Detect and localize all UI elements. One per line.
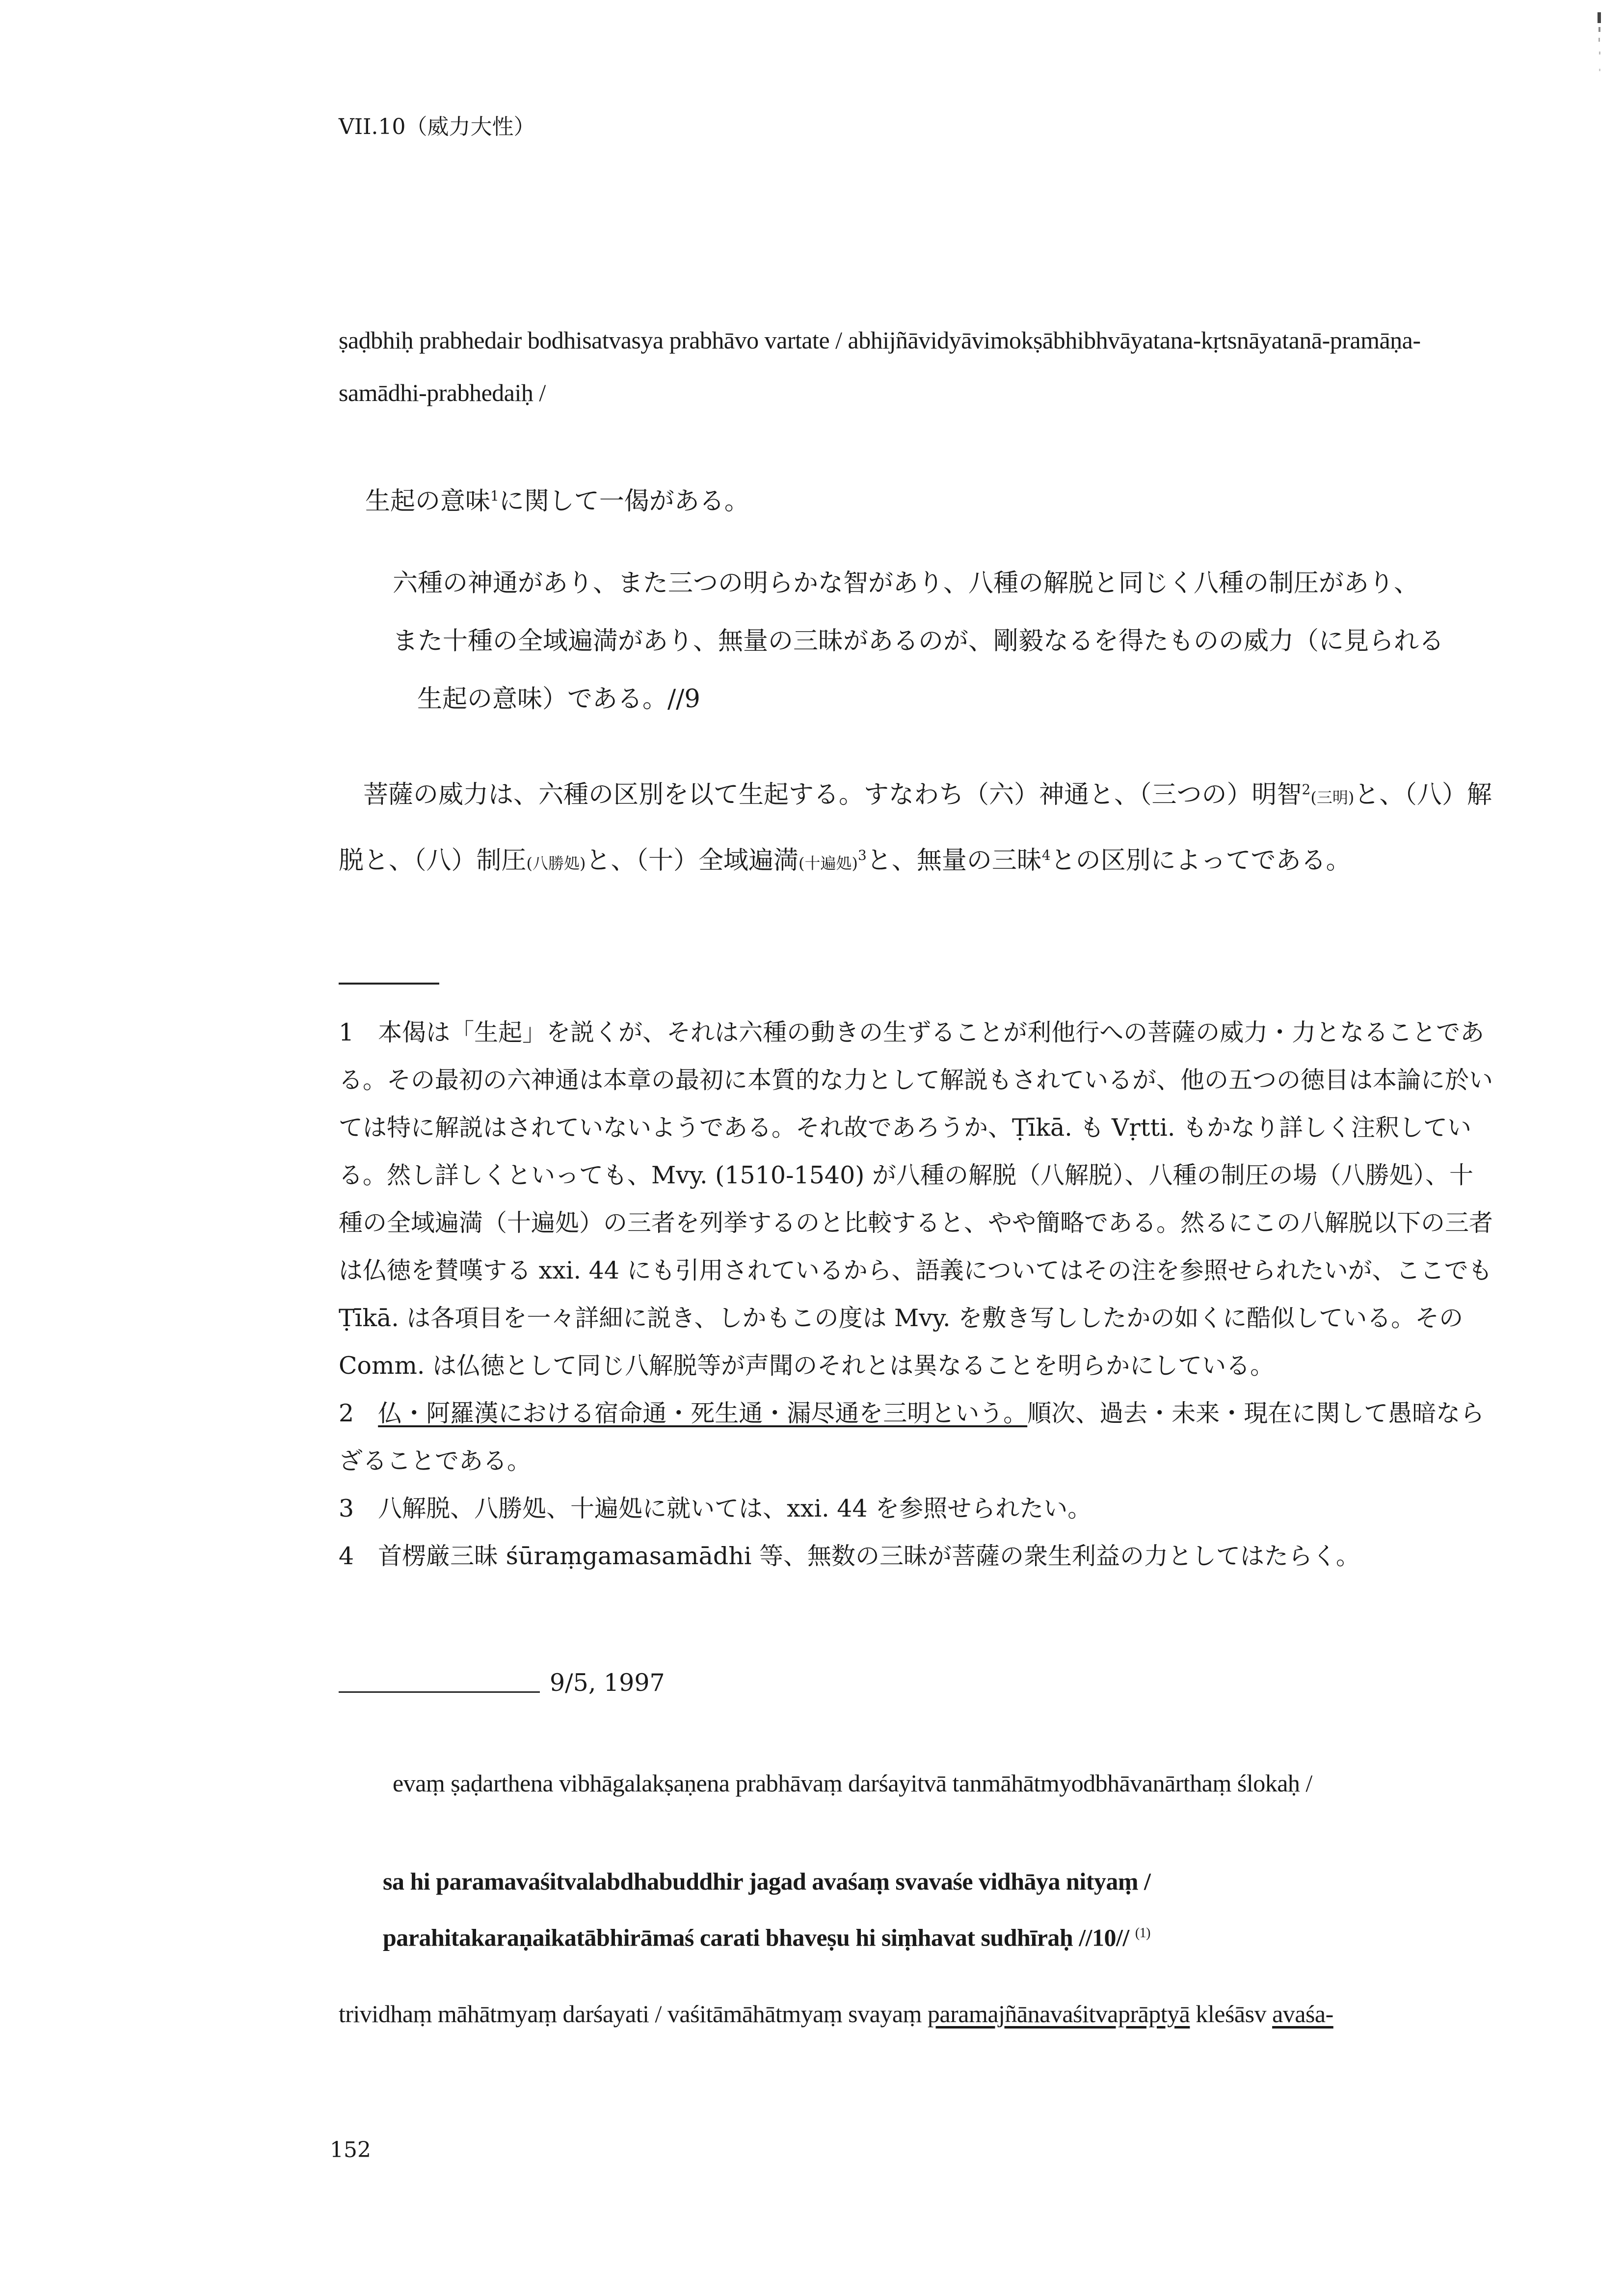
- intro-japanese: 生起の意味$^1$に関して一偈がある。: [365, 487, 749, 516]
- page-number: 152: [330, 2137, 371, 2163]
- footnote-ref-1: 1: [490, 488, 499, 504]
- footnote-ref-4: 4: [1041, 847, 1051, 863]
- footnote-1: 1 本偈は「生起」を説くが、それは六種の動きの生ずることが利他行への菩薩の威力・力となることである。その最初の六神通は本章の最初に本質的な力として解説もされているが、他の五つの徳目は本論に於いては特に解説はされていないようである。それ故であろうか、Ṭīkā. も Vṛtti. もかなり詳しく注釈している。然し詳しくといっても、Mvy. (1510-1540) が八種の解脱（八解脱）、八種の制圧の場（八勝処）、十種の全域遍満（十遍処）の三者を列挙するのと比較すると、やや簡略である。然るにこの八解脱以下の三者は仏徳を賛嘆する xxi. 44 にも引用されているから、語義についてはその注を参照せられたいが、ここでも Ṭīkā. は各項目を一々詳細に説き、しかもこの度は Mvy. を敷き写ししたかの如くに酷似している。その Comm. は仏徳として同じ八解脱等が声聞のそれとは異なることを明らかにしている。: [339, 1018, 1493, 1380]
- footnote-ref-2: 2: [1302, 781, 1311, 798]
- date-rule: [339, 1691, 540, 1693]
- footnotes: [339, 1009, 1497, 1580]
- footnote-ref-3: 3: [858, 847, 867, 863]
- verse-line-3: 生起の意味）である。//9: [417, 685, 700, 714]
- sanskrit-verse-line-1: sa hi paramavaśitvalabdhabuddhir jagad avaśaṃ svavaśe vidhāya nityaṃ /: [383, 1868, 1151, 1895]
- footnote-3: 3 八解脱、八勝処、十遍処に就いては、xxi. 44 を参照せられたい。: [339, 1495, 1092, 1522]
- footnote-separator: [339, 983, 439, 985]
- sanskrit-evam: evaṃ ṣaḍarthena vibhāgalakṣaṇena prabhāvaṃ darśayitvā tanmāhātmyodbhāvanārthaṃ ślokaḥ /: [393, 1769, 1312, 1797]
- sanskrit-verse: [383, 1855, 1487, 1964]
- commentary-paragraph: 菩薩の威力は、六種の区別を以て生起する。すなわち（六）神通と、（三つの）明智$^2$(三明)と、（八）解脱と、（八）制圧(八勝処)と、（十）全域遍満(十遍処)$^3$と、無量の三昧$^4$との区別によってである。: [339, 780, 1492, 875]
- verse-line-2: また十種の全域遍満があり、無量の三昧があるのが、剛毅なるを得たものの威力（に見られる: [393, 627, 1444, 656]
- verse-translation: [393, 555, 1502, 728]
- footnote-date: 9/5, 1997: [550, 1669, 665, 1697]
- sanskrit-intro: ṣaḍbhiḥ prabhedair bodhisatvasya prabhāvo vartate / abhijñāvidyāvimokṣābhibhvāyatana-kṛtsnāyatanā-pramāṇa-samādhi-prabhedaiḥ /: [339, 326, 1421, 406]
- section-header: VII.10（威力大性）: [339, 114, 535, 139]
- page-edge-mark: [1596, 12, 1603, 86]
- verse-line-1: 六種の神通があり、また三つの明らかな智があり、八種の解脱と同じく八種の制圧があり、: [393, 569, 1419, 598]
- footnote-4: 4 首楞厳三昧 śūraṃgamasamādhi 等、無数の三昧が菩薩の衆生利益の力としてはたらく。: [339, 1542, 1360, 1570]
- footnote-2: 2 仏・阿羅漢における宿命通・死生通・漏尽通を三明という。順次、過去・未来・現在に関して愚暗ならざることである。: [339, 1399, 1485, 1475]
- verse-note-ref: (1): [1135, 1925, 1150, 1941]
- sanskrit-last: trividhaṃ māhātmyaṃ darśayati / vaśitāmāhātmyaṃ svayaṃ paramajñānavaśitvaprāptyā kleśāsv avaśa-: [339, 2000, 1333, 2028]
- sanskrit-verse-line-2: parahitakaraṇaikatābhirāmaś carati bhaveṣu hi siṃhavat sudhīraḥ //10// $^{(1)}$: [383, 1923, 1150, 1951]
